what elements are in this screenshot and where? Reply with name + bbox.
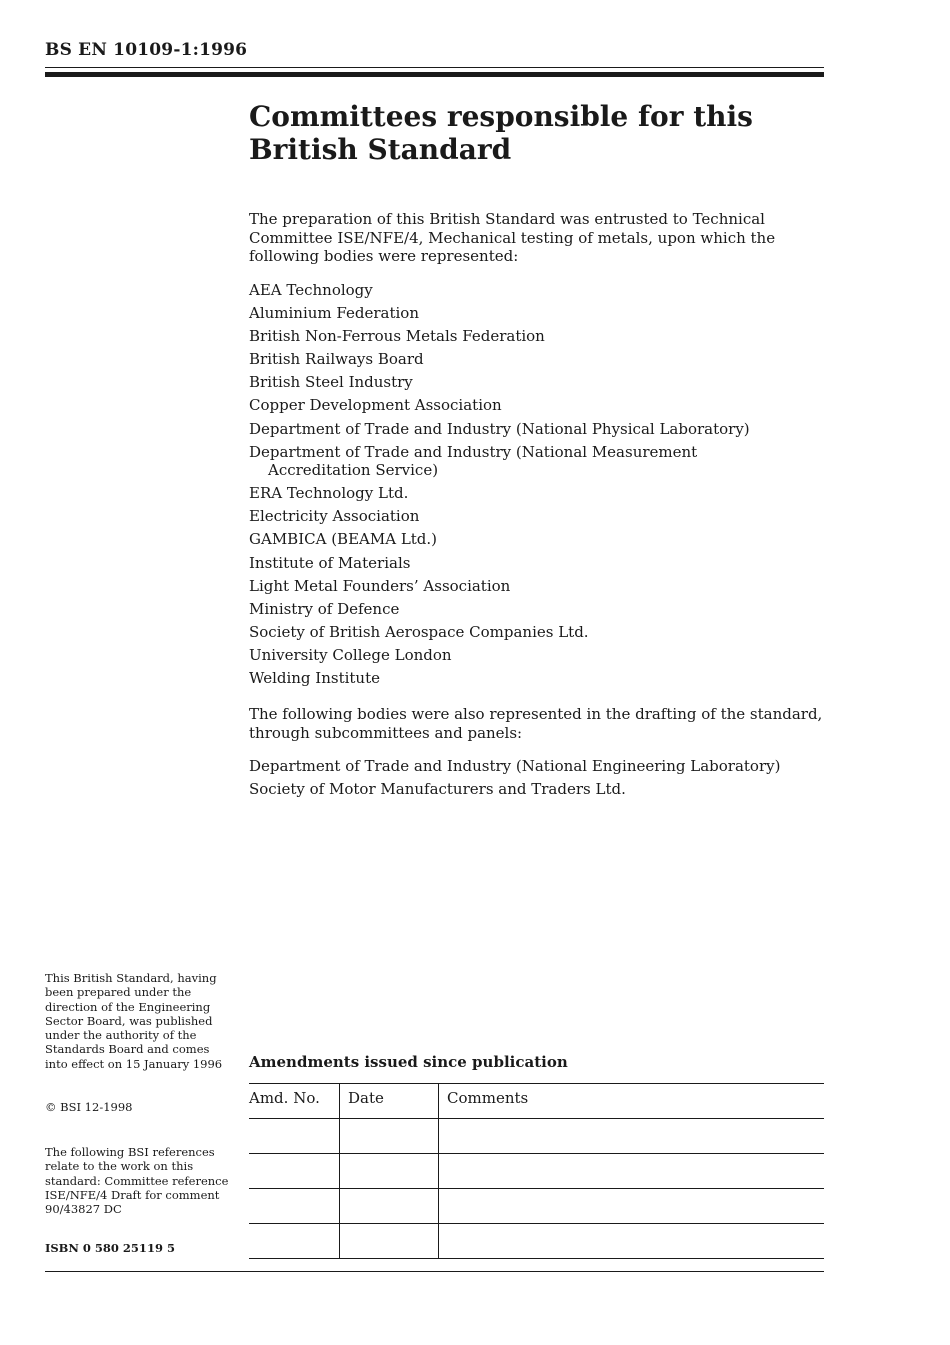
list-item: Department of Trade and Industry (National Engineering Laboratory) bbox=[249, 757, 781, 775]
list-item: Electricity Association bbox=[249, 507, 420, 526]
list-item: AEA Technology bbox=[249, 281, 373, 299]
table-row bbox=[249, 1119, 824, 1154]
list-item: Department of Trade and Industry (National Physical Laboratory) bbox=[249, 419, 750, 438]
list-item: Society of British Aerospace Companies Ltd. bbox=[249, 622, 589, 641]
amendments-table bbox=[249, 1083, 824, 1259]
table-cell bbox=[340, 1154, 439, 1189]
table-cell bbox=[249, 1154, 340, 1189]
column-header-comments: Comments bbox=[439, 1084, 825, 1119]
header-rule-thick bbox=[45, 72, 824, 77]
page-title: Committees responsible for this British Standard bbox=[249, 100, 753, 166]
list-item: Copper Development Association bbox=[249, 396, 502, 415]
list-item: Aluminium Federation bbox=[249, 304, 419, 323]
table-cell bbox=[439, 1189, 825, 1224]
list-item: British Railways Board bbox=[249, 350, 424, 369]
list-item: University College London bbox=[249, 645, 452, 664]
table-cell bbox=[439, 1154, 825, 1189]
list-item: GAMBICA (BEAMA Ltd.) bbox=[249, 530, 438, 549]
list-item: British Steel Industry bbox=[249, 373, 413, 392]
amendments-title: Amendments issued since publication bbox=[249, 1053, 568, 1071]
list-item: Ministry of Defence bbox=[249, 599, 400, 618]
table-cell bbox=[340, 1224, 439, 1259]
table-row bbox=[249, 1224, 824, 1259]
list-item: Welding Institute bbox=[249, 669, 381, 687]
column-header-amd-no: Amd. No. bbox=[249, 1084, 340, 1119]
table-cell bbox=[340, 1119, 439, 1154]
list-item: Society of Motor Manufacturers and Traders Ltd. bbox=[249, 780, 626, 799]
table-cell bbox=[340, 1189, 439, 1224]
header-rule-thin bbox=[45, 67, 824, 68]
column-header-date: Date bbox=[340, 1084, 439, 1119]
document-id: BS EN 10109-1:1996 bbox=[45, 40, 248, 60]
list-item: Light Metal Founders’ Association bbox=[249, 576, 511, 595]
table-cell bbox=[249, 1224, 340, 1259]
table-cell bbox=[249, 1189, 340, 1224]
footer-rule bbox=[45, 1271, 824, 1272]
isbn: ISBN 0 580 25119 5 bbox=[45, 1241, 175, 1255]
intro-paragraph: The preparation of this British Standard was entrusted to Technical Committee ISE/NFE/4, Mechanical testing of metals, upon which the following bodies were represented: bbox=[249, 210, 776, 265]
list-item: Institute of Materials bbox=[249, 553, 411, 572]
copyright-notice: © BSI 12-1998 bbox=[45, 1100, 133, 1114]
table-row bbox=[249, 1154, 824, 1189]
table-header-row bbox=[249, 1084, 824, 1119]
list-item: ERA Technology Ltd. bbox=[249, 484, 409, 503]
table-cell bbox=[249, 1119, 340, 1154]
represented-bodies-list bbox=[249, 281, 824, 692]
publication-note: This British Standard, having been prepared under the direction of the Engineering Sector Board, was published under the authority of the Standards Board and comes into effect on 15 January 1996 bbox=[45, 971, 223, 1071]
table-cell bbox=[439, 1119, 825, 1154]
table-cell bbox=[439, 1224, 825, 1259]
subcommittee-paragraph: The following bodies were also represented in the drafting of the standard, through subcommittees and panels: bbox=[249, 705, 823, 742]
table-row bbox=[249, 1189, 824, 1224]
list-item: British Non-Ferrous Metals Federation bbox=[249, 327, 545, 346]
list-item: Department of Trade and Industry (National Measurement Accreditation Service) bbox=[249, 442, 698, 480]
subcommittee-bodies-list bbox=[249, 757, 824, 803]
bsi-references: The following BSI references relate to the work on this standard: Committee reference ISE/NFE/4 Draft for comment 90/43827 DC bbox=[45, 1145, 229, 1217]
